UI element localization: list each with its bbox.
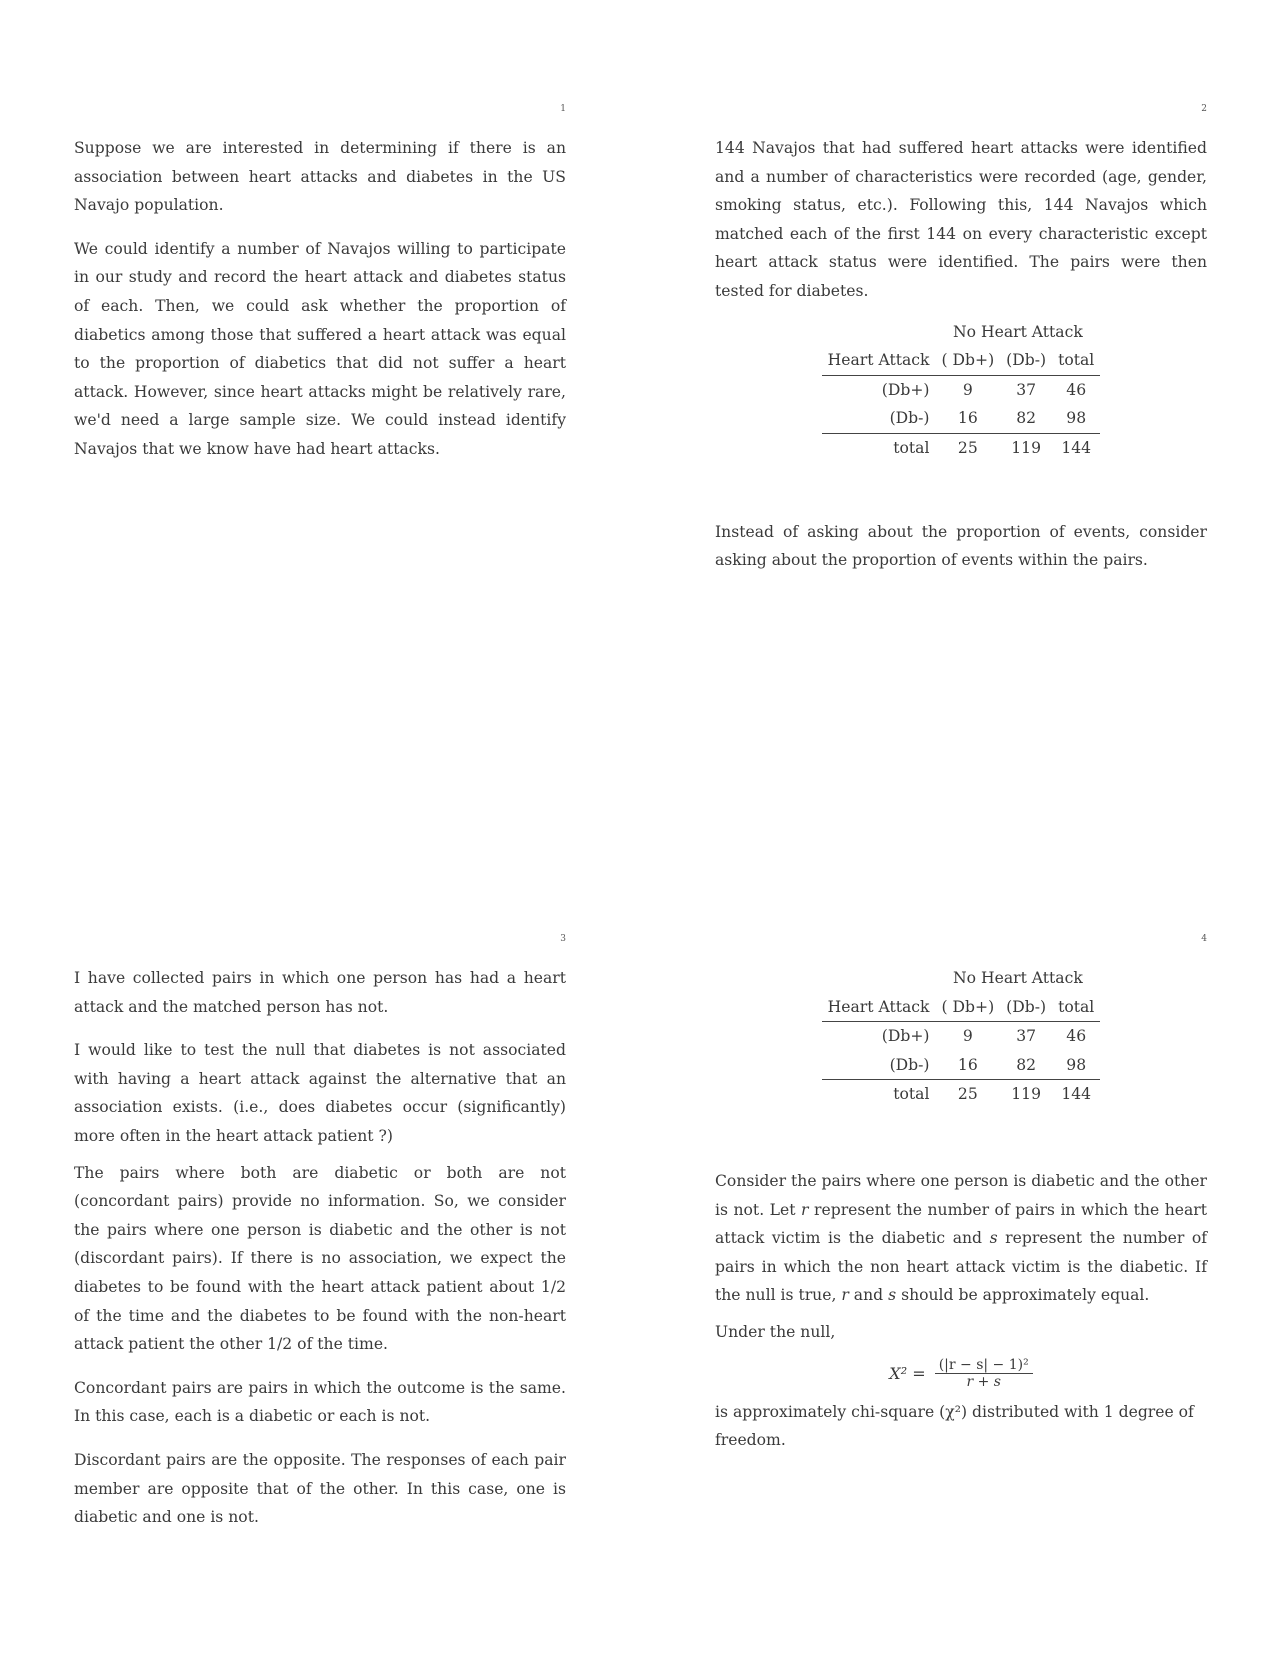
page-number: 2 [1201, 104, 1207, 114]
table-row: (Db-) 16 82 98 [889, 1055, 1087, 1074]
paragraph: The pairs where both are diabetic or both are not (concordant pairs) provide no information. So, we consider the pairs where one person is diabetic and the other is not (discordant pairs). If there is no association, we expect the diabetes to be found with the heart attack patient about 1/2 of the time and the diabetes to be found with the non-heart attack patient the other 1/2 of the time. [74, 1163, 566, 1354]
paragraph: Under the null, [715, 1322, 836, 1341]
table-row: (Db+) 9 37 46 [881, 380, 1087, 399]
table-caption: No Heart Attack [953, 322, 1083, 341]
table-header: (Db-) [1000, 346, 1052, 375]
table-caption: No Heart Attack [953, 969, 1083, 987]
paragraph: Concordant pairs are pairs in which the outcome is the same. In this case, each is a diabetic or each is not. [74, 1378, 566, 1426]
table-header: total [1052, 993, 1100, 1022]
paragraph: Discordant pairs are the opposite. The responses of each pair member are opposite that of the other. In this case, one is diabetic and one is not. [74, 1450, 566, 1527]
formula-numerator: (|r − s| − 1)² [935, 1357, 1033, 1374]
paragraph: is approximately chi-square (χ²) distributed with 1 degree of freedom. [715, 1402, 1194, 1450]
table-header: (Db-) [1000, 993, 1052, 1022]
table-row: (Db-) 16 82 98 [889, 409, 1087, 428]
formula-denominator: r + s [966, 1373, 1001, 1390]
paragraph: Consider the pairs where one person is diabetic and the other is not. Let r represent the number of pairs in which the heart attack victim is the diabetic and s represent the number of pairs in which the non heart attack victim is the diabetic. If the null is true, r and s should be approximately equal. [715, 1171, 1207, 1305]
table-header: ( Db+) [935, 993, 1000, 1022]
table-row: (Db+) 9 37 46 [881, 1027, 1087, 1046]
contingency-table [822, 318, 1101, 463]
table-total-row: total 25 119 144 [822, 1080, 1101, 1109]
paragraph: I would like to test the null that diabetes is not associated with having a heart attack against the alternative that an association exists. (i.e., does diabetes occur (significantly) more often in the heart attack patient ?) [74, 1041, 566, 1145]
page-number: 3 [560, 934, 566, 944]
table-header: ( Db+) [935, 346, 1000, 375]
page-number: 4 [1201, 934, 1207, 944]
paragraph: Suppose we are interested in determining if there is an association between heart attacks and diabetes in the US Navajo population. [74, 139, 566, 215]
table-header: Heart Attack [822, 346, 936, 375]
chi-square-formula: X² = $\frac{\text{(|r − s| − 1)²}}{r + s}$ [715, 1357, 1207, 1390]
table-header: Heart Attack [822, 993, 936, 1022]
paragraph: We could identify a number of Navajos willing to participate in our study and record the heart attack and diabetes status of each. Then, we could ask whether the proportion of diabetics among those that suffered a heart attack was equal to the proportion of diabetics that did not suffer a heart attack. However, since heart attacks might be relatively rare, we'd need a large sample size. We could instead identify Navajos that we know have had heart attacks. [74, 239, 566, 458]
page-number: 1 [560, 104, 566, 114]
table-total-row: total 25 119 144 [822, 433, 1101, 462]
paragraph: 144 Navajos that had suffered heart attacks were identified and a number of characteristics were recorded (age, gender, smoking status, etc.). Following this, 144 Navajos which matched each of the first 144 on every characteristic except heart attack status were identified. The pairs were then tested for diabetes. [715, 139, 1207, 300]
contingency-table [822, 964, 1101, 1109]
table-header: total [1052, 346, 1100, 375]
paragraph: Instead of asking about the proportion of events, consider asking about the proportion of events within the pairs. [715, 522, 1207, 570]
paragraph: I have collected pairs in which one person has had a heart attack and the matched person has not. [74, 969, 566, 1016]
